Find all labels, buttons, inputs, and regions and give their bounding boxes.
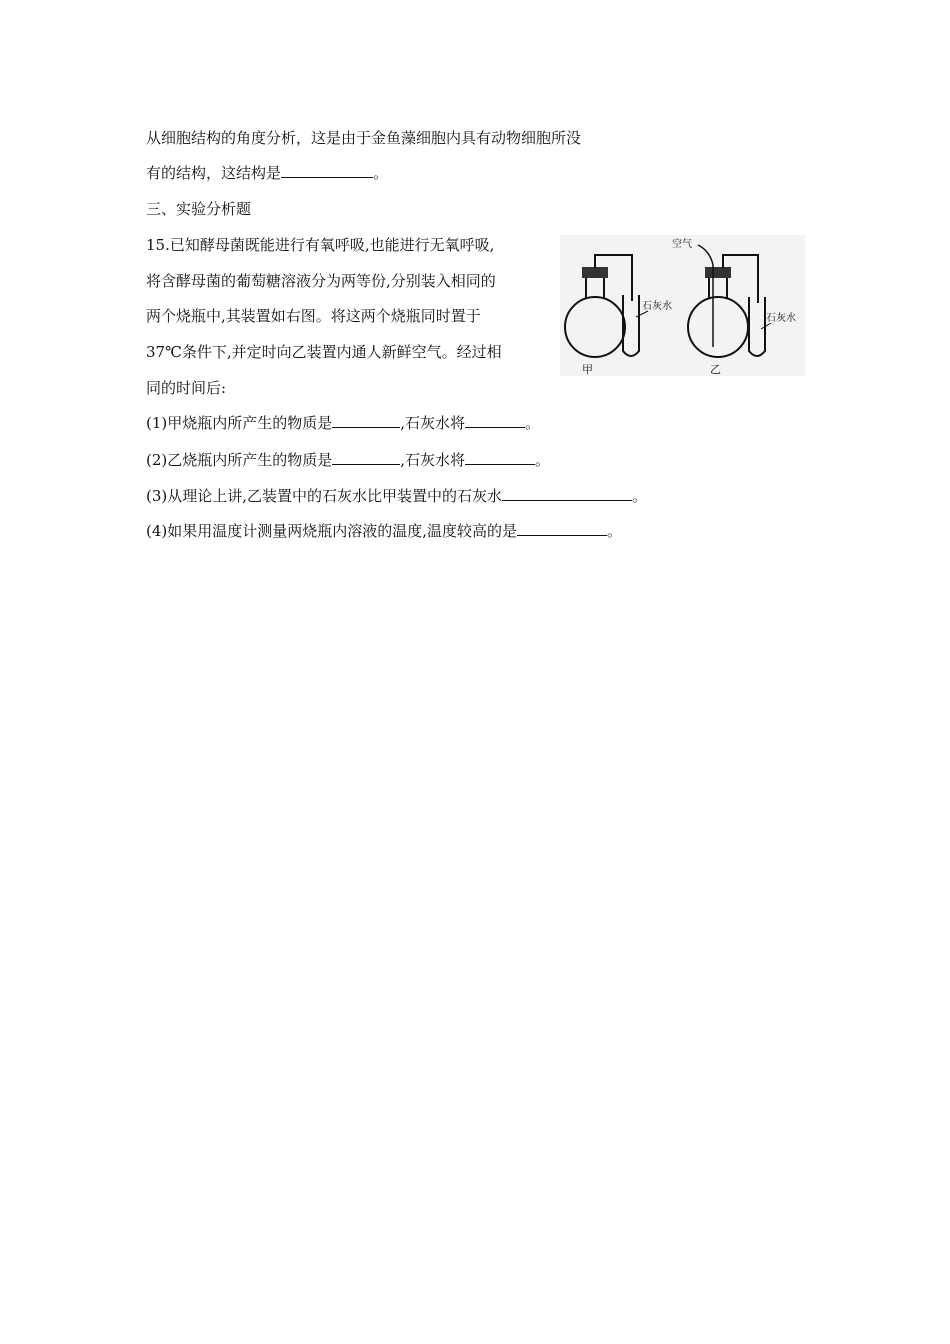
punctuation: 。 (607, 522, 623, 540)
sub-question-text: (4)如果用温度计测量两烧瓶内溶液的温度,温度较高的是 (146, 522, 518, 540)
limewater-label-jia: 石灰水 (642, 301, 672, 312)
answer-blank[interactable] (332, 450, 400, 465)
answer-blank[interactable] (502, 486, 632, 501)
sub-question-text: (3)从理论上讲,乙装置中的石灰水比甲装置中的石灰水 (146, 487, 503, 505)
question-15-line-3 (146, 306, 481, 326)
test-tube-yi (749, 297, 765, 356)
sub-question-text: (2)乙烧瓶内所产生的物质是 (146, 451, 333, 469)
sub-question-3 (146, 486, 647, 506)
punctuation: 。 (535, 451, 551, 469)
question-text: 将含酵母菌的葡萄糖溶液分为两等份,分别装入相同的 (146, 272, 496, 290)
sub-question-text: ,石灰水将 (400, 451, 466, 469)
question-text: 15.已知酵母菌既能进行有氧呼吸,也能进行无氧呼吸, (146, 236, 495, 254)
question-text: 两个烧瓶中,其装置如右图。将这两个烧瓶同时置于 (146, 307, 481, 325)
answer-blank[interactable] (465, 450, 535, 465)
punctuation: 。 (525, 414, 541, 432)
answer-blank[interactable] (517, 521, 607, 536)
section-heading (146, 199, 251, 219)
sub-question-text: (1)甲烧瓶内所产生的物质是 (146, 414, 333, 432)
answer-blank[interactable] (465, 413, 525, 428)
paragraph-text: 从细胞结构的角度分析，这是由于金鱼藻细胞内具有动物细胞所没 (146, 129, 582, 147)
sub-question-1 (146, 413, 540, 433)
apparatus-figure (560, 235, 805, 376)
question-text: 37℃条件下,并定时向乙装置内通人新鲜空气。经过相 (146, 343, 502, 361)
flask-label-jia: 甲 (582, 363, 593, 376)
flask-yi (688, 277, 748, 357)
apparatus-diagram (560, 235, 805, 376)
air-label: 空气 (672, 239, 692, 250)
flask-label-yi: 乙 (710, 363, 721, 376)
tube-yi (723, 255, 758, 303)
sub-question-2 (146, 450, 550, 470)
question-15-line-5 (146, 378, 226, 398)
flask-jia (565, 277, 625, 357)
paragraph-text: 有的结构，这结构是 (146, 164, 282, 182)
question-text: 同的时间后: (146, 379, 227, 397)
stopper-yi (705, 267, 731, 278)
question-15-line-4 (146, 342, 502, 362)
punctuation: 。 (632, 487, 648, 505)
answer-blank[interactable] (332, 413, 400, 428)
text-line-2 (146, 163, 388, 183)
answer-blank[interactable] (281, 163, 373, 178)
question-15-line-1 (146, 235, 494, 255)
section-title: 三、实验分析题 (146, 200, 252, 218)
limewater-label-yi: 石灰水 (766, 313, 796, 324)
punctuation: 。 (373, 164, 389, 182)
sub-question-text: ,石灰水将 (400, 414, 466, 432)
sub-question-4 (146, 521, 622, 541)
text-line-1 (146, 128, 581, 148)
question-15-line-2 (146, 271, 496, 291)
